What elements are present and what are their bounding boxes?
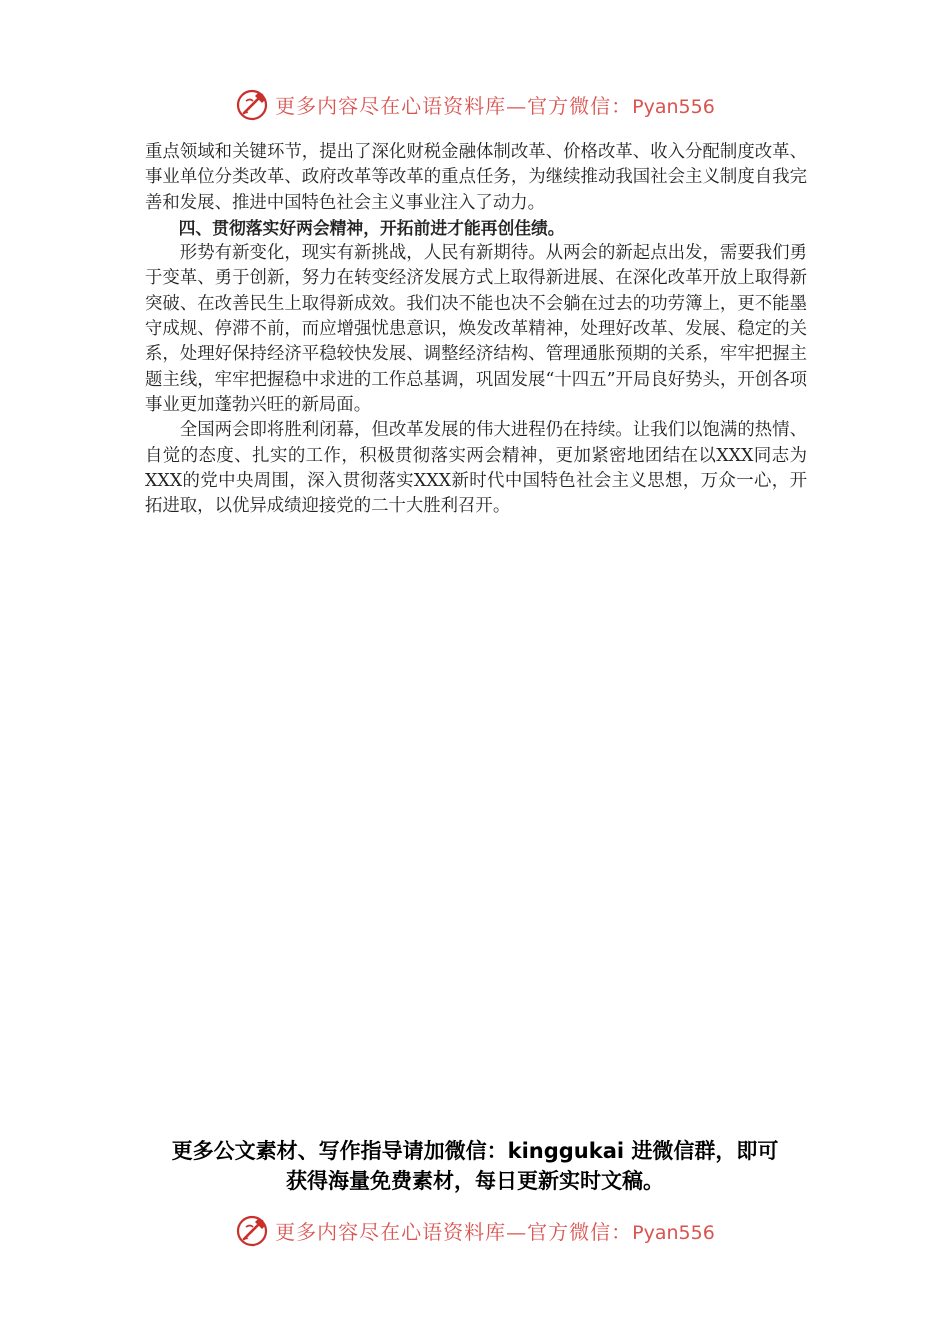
pen-logo-icon xyxy=(235,1212,271,1248)
footer-promo-line: 获得海量免费素材，每日更新实时文稿。 xyxy=(286,1169,664,1193)
paragraph: 形势有新变化，现实有新挑战，人民有新期待。从两会的新起点出发，需要我们勇于变革、勇于创新，努力在转变经济发展方式上取得新进展、在深化改革开放上取得新突破、在改善民生上取得新成效。我们决不能也决不会躺在过去的功劳簿上，更不能墨守成规、停滞不前，而应增强忧患意识，焕发改革精神，处理好改革、发展、稳定的关系，处理好保持经济平稳较快发展、调整经济结构、管理通胀预期的关系，牢牢把握主题主线，牢牢把握稳中求进的工作总基调，巩固发展“十四五”开局良好势头，开创各项事业更加蓬勃兴旺的新局面。 xyxy=(145,243,807,415)
footer-promo xyxy=(140,1136,810,1196)
footer-promo-line: 更多公文素材、写作指导请加微信：kinggukai 进微信群，即可 xyxy=(171,1139,779,1163)
paragraph: 全国两会即将胜利闭幕，但改革发展的伟大进程仍在持续。让我们以饱满的热情、自觉的态度、扎实的工作，积极贯彻落实两会精神，更加紧密地团结在以XXX同志为XXX的党中央周围，深入贯彻落实XXX新时代中国特色社会主义思想，万众一心，开拓进取，以优异成绩迎接党的二十大胜利召开。 xyxy=(145,420,807,517)
header-watermark xyxy=(0,82,950,126)
watermark-label: 更多内容尽在心语资料库—官方微信： xyxy=(275,1219,633,1244)
section-heading: 四、贯彻落实好两会精神，开拓前进才能再创佳绩。 xyxy=(178,217,565,238)
paragraph-continued: 重点领域和关键环节，提出了深化财税金融体制改革、价格改革、收入分配制度改革、事业单位分类改革、政府改革等改革的重点任务，为继续推动我国社会主义制度自我完善和发展、推进中国特色社会主义事业注入了动力。 xyxy=(145,142,807,213)
footer-watermark xyxy=(0,1208,950,1252)
watermark-text xyxy=(275,1216,715,1245)
watermark-wechat-id: Pyan556 xyxy=(632,95,715,118)
pen-logo-icon xyxy=(235,86,271,122)
watermark-label: 更多内容尽在心语资料库—官方微信： xyxy=(275,93,633,118)
watermark-wechat-id: Pyan556 xyxy=(632,1221,715,1244)
document-body xyxy=(145,140,807,519)
watermark-text xyxy=(275,90,715,119)
